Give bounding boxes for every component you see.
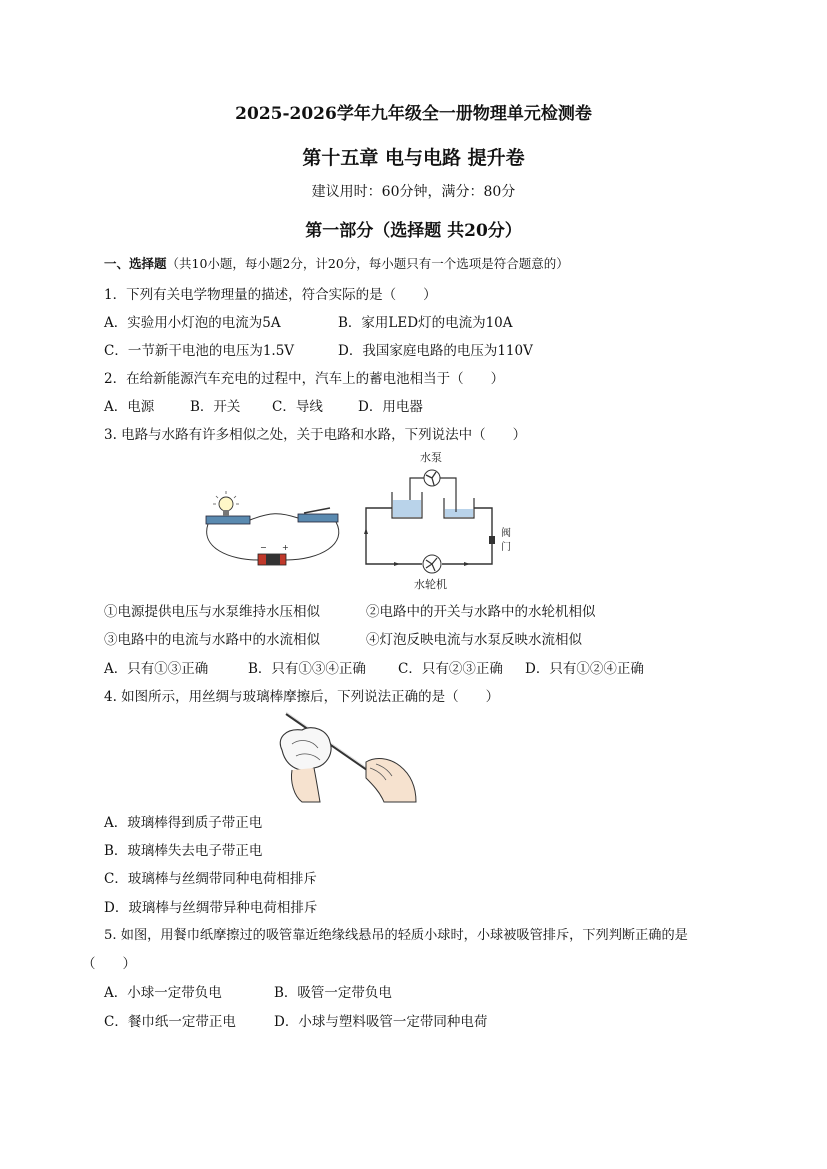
circuit-figure xyxy=(200,488,350,572)
q3-statement-2: ②电路中的开关与水路中的水轮机相似 xyxy=(366,604,596,620)
svg-text:−: − xyxy=(260,543,267,552)
q2-option-c: C．导线 xyxy=(272,399,323,415)
q3-option-d: D．只有①②④正确 xyxy=(525,661,644,677)
q5-option-a: A．小球一定带负电 xyxy=(104,985,222,1001)
q3-statement-4: ④灯泡反映电流与水泵反映水流相似 xyxy=(366,632,582,648)
turbine-label: 水轮机 xyxy=(414,578,447,591)
q1-option-a: A．实验用小灯泡的电流为5A xyxy=(104,315,281,331)
chapter-title: 第十五章 电与电路 提升卷 xyxy=(302,147,525,169)
section-label: 一、选择题 xyxy=(104,256,167,271)
q4-option-c: C．玻璃棒与丝绸带同种电荷相排斥 xyxy=(104,871,317,887)
section-heading xyxy=(104,254,569,272)
q1-option-d: D．我国家庭电路的电压为110V xyxy=(338,343,533,359)
water-circuit-figure xyxy=(356,448,516,592)
q3-stem: 3. 电路与水路有许多相似之处，关于电路和水路，下列说法中（ ） xyxy=(104,427,527,443)
q3-option-b: B．只有①③④正确 xyxy=(248,661,366,677)
q4-option-b: B．玻璃棒失去电子带正电 xyxy=(104,843,263,859)
q4-stem: 4. 如图所示，用丝绸与玻璃棒摩擦后，下列说法正确的是（ ） xyxy=(104,689,500,705)
q5-option-c: C．餐巾纸一定带正电 xyxy=(104,1014,236,1030)
valve-label: 阀 xyxy=(501,528,511,539)
q4-option-d: D．玻璃棒与丝绸带异种电荷相排斥 xyxy=(104,900,318,916)
part-title: 第一部分（选择题 共20分） xyxy=(305,221,522,241)
q3-option-c: C．只有②③正确 xyxy=(398,661,503,677)
svg-text:+: + xyxy=(282,543,289,552)
q5-option-d: D．小球与塑料吸管一定带同种电荷 xyxy=(274,1014,488,1030)
q2-stem: 2．在给新能源汽车充电的过程中，汽车上的蓄电池相当于（ ） xyxy=(104,371,505,387)
q3-option-a: A．只有①③正确 xyxy=(104,661,209,677)
q2-option-d: D．用电器 xyxy=(358,399,423,415)
section-note: （共10小题，每小题2分，计20分，每小题只有一个选项是符合题意的） xyxy=(166,256,569,271)
exam-title: 2025-2026学年九年级全一册物理单元检测卷 xyxy=(235,104,592,124)
q1-option-c: C．一节新干电池的电压为1.5V xyxy=(104,343,295,359)
q5-stem: 5. 如图，用餐巾纸摩擦过的吸管靠近绝缘线悬吊的轻质小球时，小球被吸管排斥，下列判断正确的是 xyxy=(104,928,688,943)
q3-statement-1: ①电源提供电压与水泵维持水压相似 xyxy=(104,604,320,620)
time-info: 建议用时：60分钟，满分：80分 xyxy=(311,184,516,200)
valve-label-2: 门 xyxy=(501,542,511,553)
q4-option-a: A．玻璃棒得到质子带正电 xyxy=(104,815,263,831)
q2-option-b: B．开关 xyxy=(190,399,241,415)
q1-option-b: B．家用LED灯的电流为10A xyxy=(338,315,513,331)
q3-statement-3: ③电路中的电流与水路中的水流相似 xyxy=(104,632,320,648)
q1-stem: 1．下列有关电学物理量的描述，符合实际的是（ ） xyxy=(104,287,437,303)
glass-rod-figure xyxy=(272,708,420,804)
q5-stem-continued: （ ） xyxy=(82,956,136,972)
q2-option-a: A．电源 xyxy=(104,399,155,415)
pump-label: 水泵 xyxy=(420,451,442,464)
q5-option-b: B．吸管一定带负电 xyxy=(274,985,392,1001)
